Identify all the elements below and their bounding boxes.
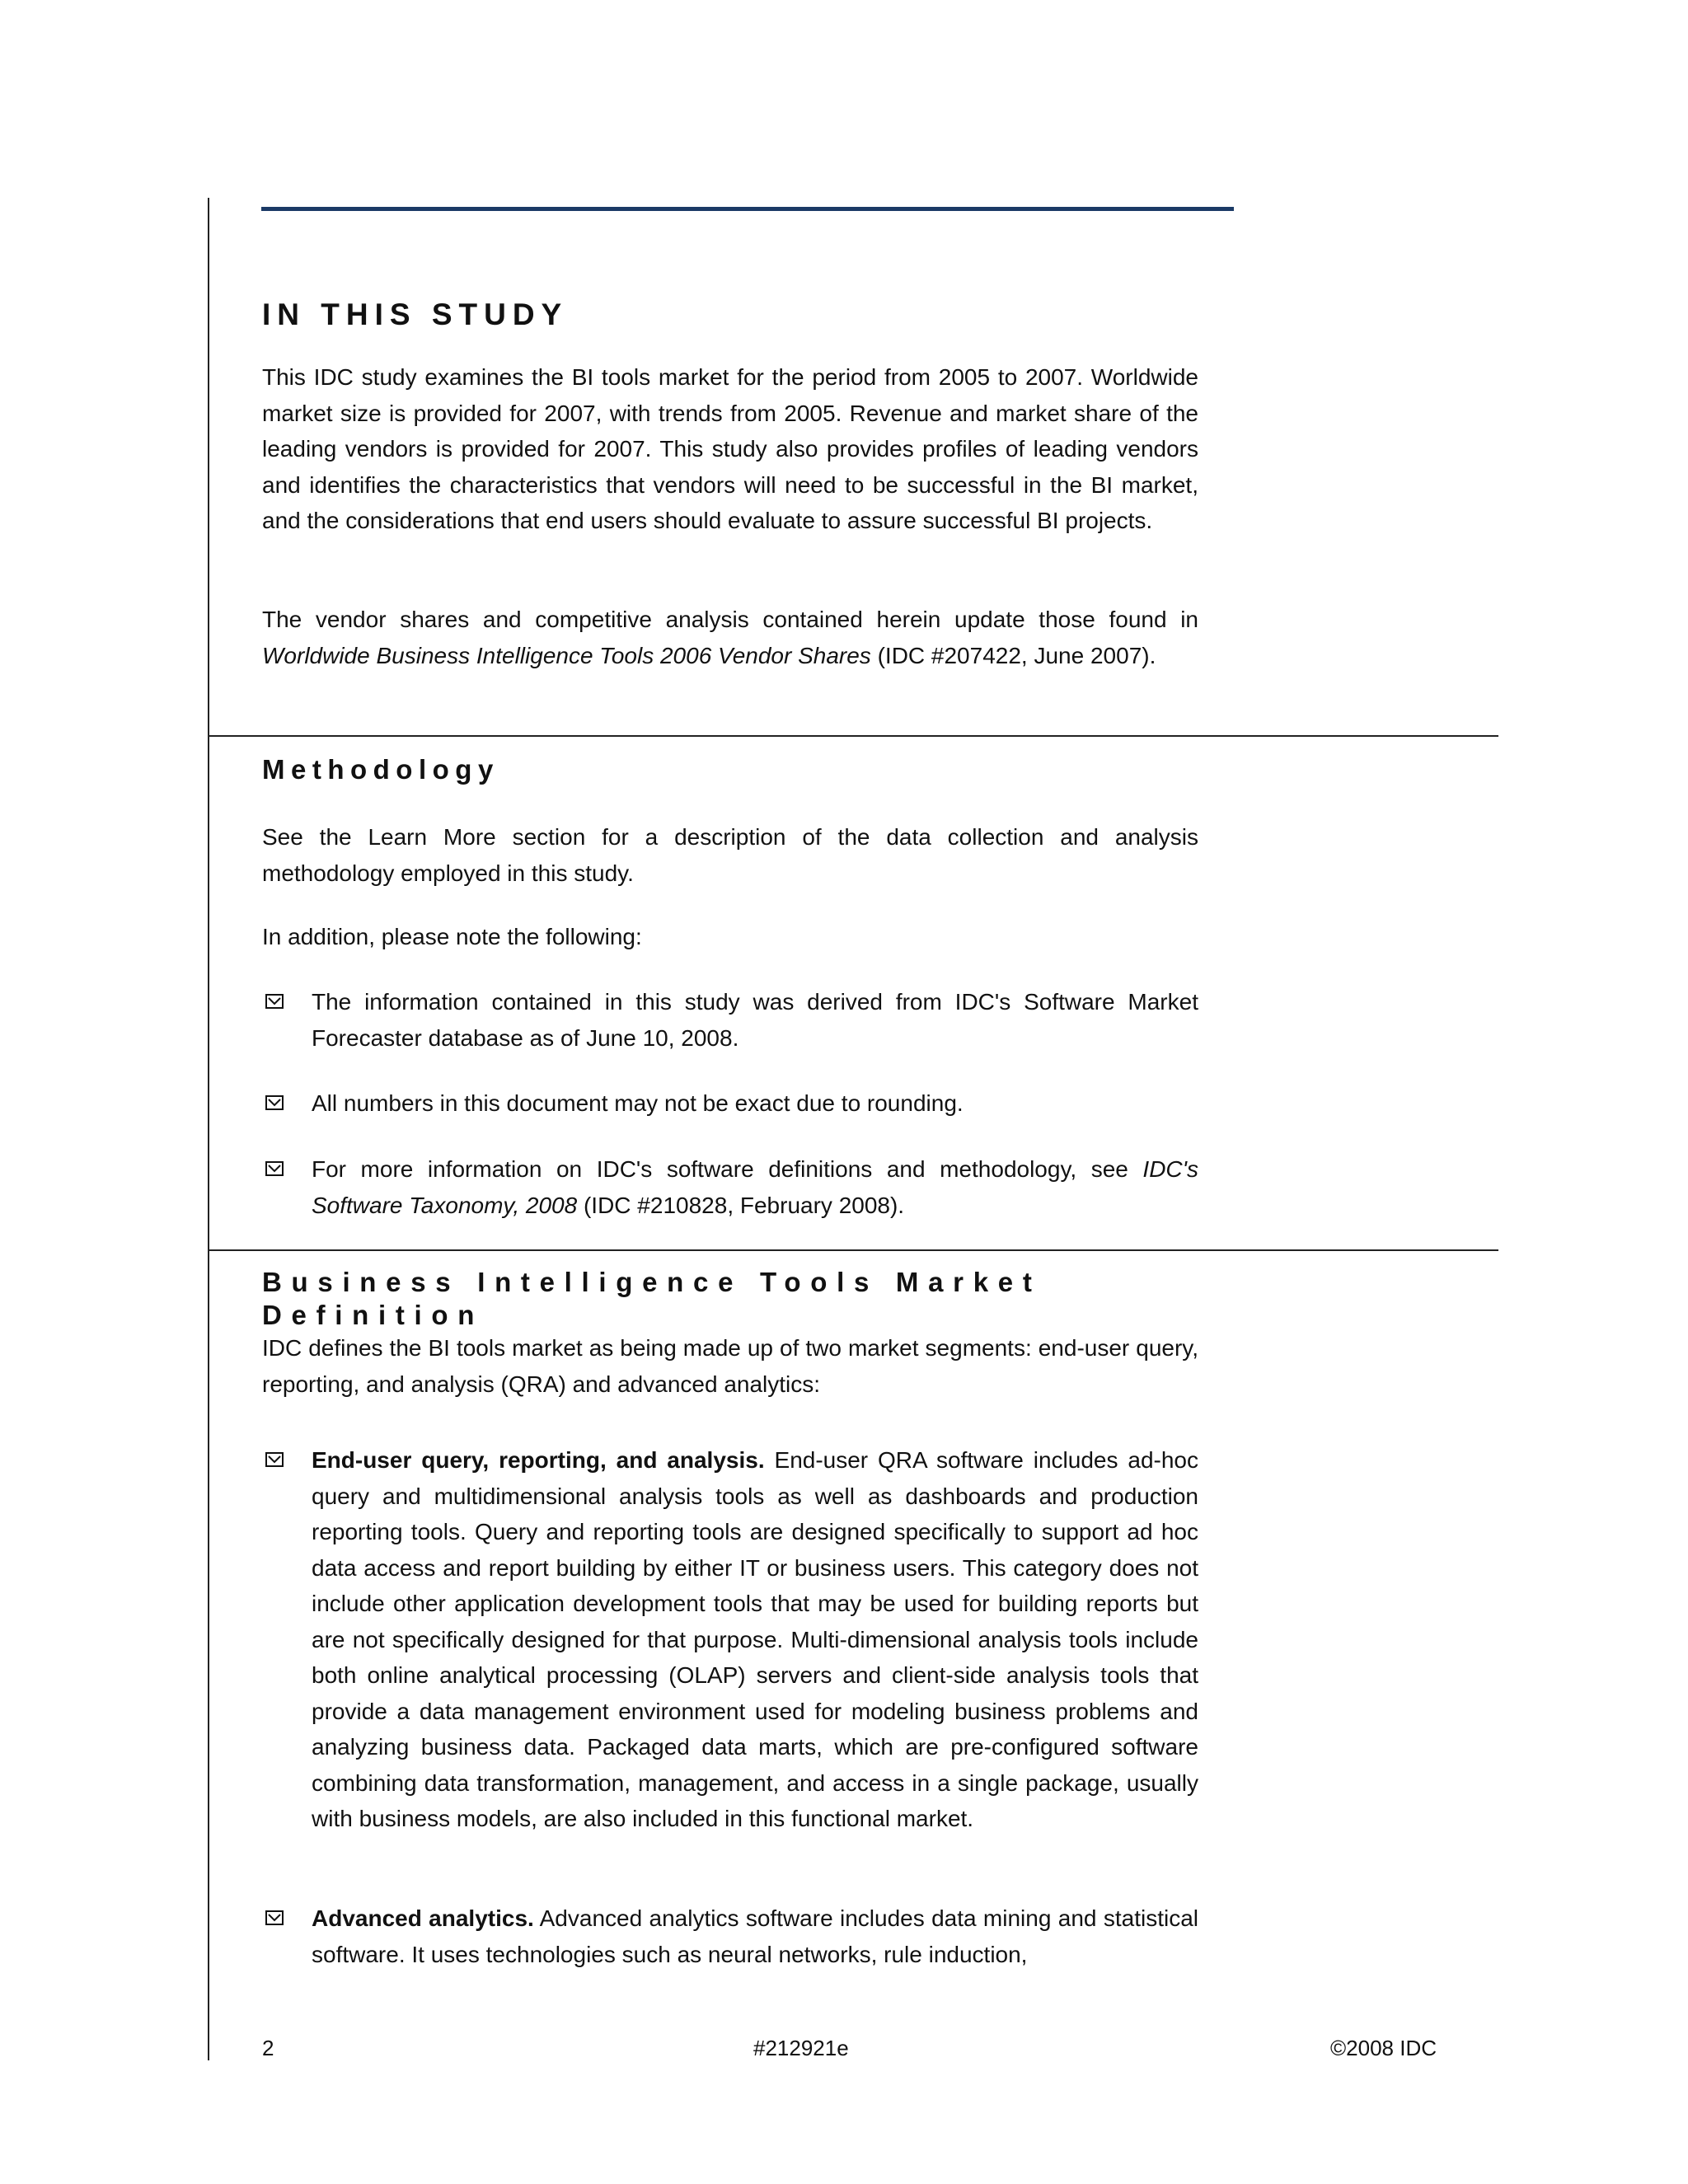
document-id: #212921e [753, 2036, 849, 2060]
methodology-bullet-2-text: All numbers in this document may not be exact due to rounding. [312, 1090, 964, 1116]
left-margin-rule [208, 198, 209, 2060]
definition-bullet-1-text [312, 1442, 1198, 1837]
advanced-analytics-description: Advanced analytics software includes data mining and statistical software. It uses technologies such as neural networks, rule induction, [312, 1905, 1198, 1967]
checkbox-arrow-icon [265, 1910, 284, 1925]
header-rule [261, 207, 1234, 211]
intro-text-2-after: (IDC #207422, June 2007). [870, 642, 1156, 668]
qra-description: End-user QRA software includes ad-hoc query and multidimensional analysis tools as well as dashboards and production reporting tools. Query and reporting tools are designed specifically to support ad hoc data access and report building by either IT or business users. This category does not include other application development tools that may be used for building reports but are not specifically designed for that purpose. Multi-dimensional analysis tools include both online analytical processing (OLAP) servers and client-side analysis tools that provide a data management environment used for modeling business problems and analyzing business data. Packaged data marts, which are pre-configured software combining data transformation, management, and access in a single package, usually with business models, are also included in this functional market. [312, 1447, 1198, 1831]
methodology-title: Methodology [262, 754, 499, 785]
copyright-notice: ©2008 IDC [1330, 2036, 1437, 2060]
methodology-text-1: See the Learn More section for a description of the data collection and analysis methodology employed in this study. [262, 824, 1198, 886]
intro-text-2-before: The vendor shares and competitive analysis contained herein update those found in [262, 607, 1198, 632]
qra-term: End-user query, reporting, and analysis. [312, 1447, 765, 1473]
methodology-paragraph-1 [262, 819, 1198, 891]
methodology-bullet-2 [262, 1085, 1198, 1122]
section-divider-methodology [208, 735, 1498, 737]
checkbox-arrow-icon [265, 1161, 284, 1176]
page-title: IN THIS STUDY [262, 298, 569, 331]
report-title-reference: Worldwide Business Intelligence Tools 2006 Vendor Shares [262, 642, 871, 668]
section-divider-definition [208, 1249, 1498, 1251]
definition-text-1: IDC defines the BI tools market as being made up of two market segments: end-user query, reporting, and analysis (QRA) and advanced analytics: [262, 1335, 1198, 1397]
checkbox-arrow-icon [265, 1095, 284, 1110]
checkbox-arrow-icon [265, 1452, 284, 1467]
definition-bullet-2 [262, 1900, 1198, 1972]
intro-text-2 [262, 602, 1198, 673]
intro-text-1: This IDC study examines the BI tools market for the period from 2005 to 2007. Worldwide market size is provided for 2007, with trends from 2005. Revenue and market share of the leading vendors is provided for 2007. This study also provides profiles of leading vendors and identifies the characteristics that vendors will need to be successful in the BI market, and the considerations that end users should evaluate to assure successful BI projects. [262, 364, 1198, 533]
methodology-bullet-3-after: (IDC #210828, February 2008). [577, 1192, 905, 1218]
definition-title: Business Intelligence Tools Market Definition [262, 1267, 1042, 1330]
definition-bullet-1 [262, 1442, 1198, 1837]
intro-paragraph-1 [262, 359, 1198, 539]
methodology-heading-block [262, 753, 1198, 786]
methodology-text-2: In addition, please note the following: [262, 924, 642, 949]
checkbox-arrow-icon [265, 994, 284, 1009]
methodology-bullet-3-before: For more information on IDC's software definitions and methodology, see [312, 1156, 1143, 1182]
page-number: 2 [262, 2036, 274, 2060]
definition-bullet-2-text [312, 1900, 1198, 1972]
intro-paragraph-2 [262, 602, 1198, 673]
definition-heading-block [262, 1266, 1198, 1332]
methodology-bullet-1-text: The information contained in this study was derived from IDC's Software Market Forecaster database as of June 10, 2008. [312, 989, 1198, 1051]
methodology-paragraph-2 [262, 919, 1198, 955]
taxonomy-reference: IDC's Software Taxonomy, 2008 [312, 1156, 1198, 1218]
methodology-bullet-1 [262, 984, 1198, 1056]
study-heading-block [262, 297, 1198, 333]
methodology-bullet-3-text [312, 1151, 1198, 1223]
advanced-analytics-term: Advanced analytics. [312, 1905, 534, 1931]
definition-paragraph-1 [262, 1330, 1198, 1402]
methodology-bullet-3 [262, 1151, 1198, 1223]
